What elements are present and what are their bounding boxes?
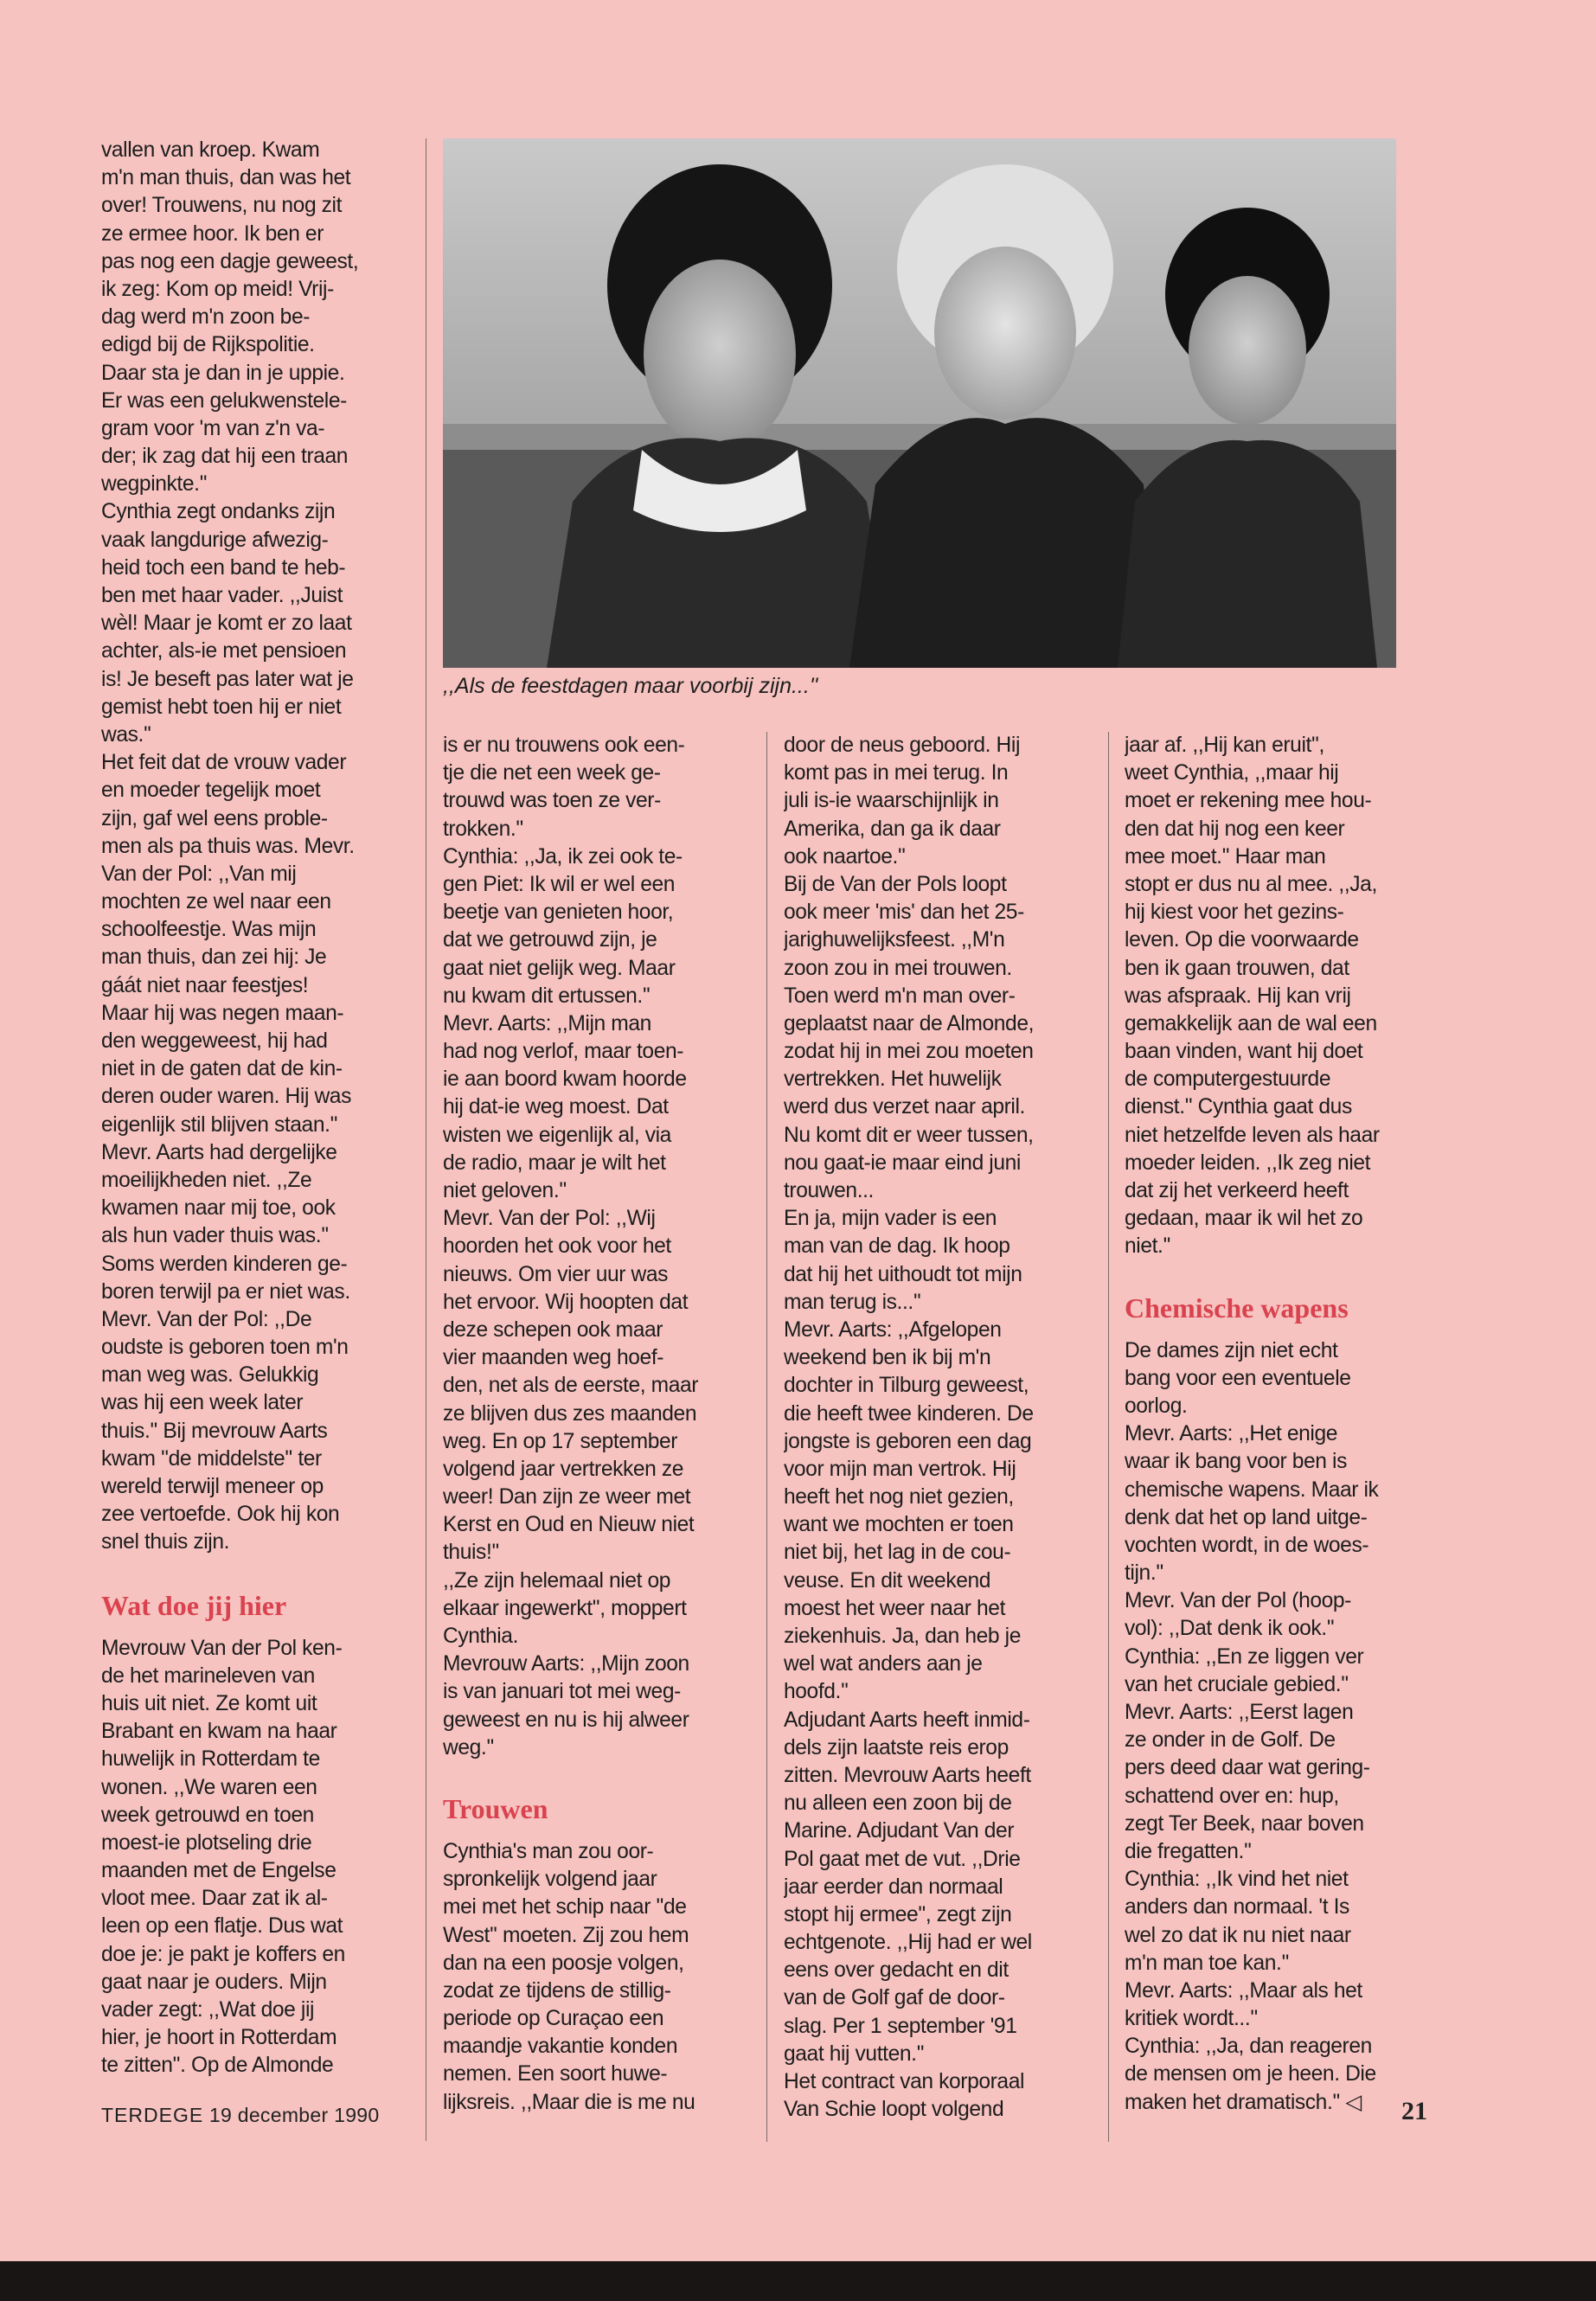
- article-column-4: [1125, 732, 1436, 2117]
- text-line: ik zeg: Kom op meid! Vrij-: [101, 277, 334, 301]
- text-line: snel thuis zijn.: [101, 1530, 230, 1554]
- text-line: Mevr. Aarts: ,,Eerst lagen: [1125, 1701, 1354, 1724]
- text-line: Cynthia's man zou oor-: [443, 1839, 654, 1863]
- text-line: vloot mee. Daar zat ik al-: [101, 1887, 328, 1911]
- column-2-text-block-2: [443, 1838, 754, 2117]
- text-line: vochten wordt, in de woes-: [1125, 1533, 1369, 1557]
- text-line: kwam ''de middelste'' ter: [101, 1446, 322, 1471]
- text-line: ziekenhuis. Ja, dan heb je: [784, 1625, 1021, 1648]
- text-line: zitten. Mevrouw Aarts heeft: [784, 1763, 1031, 1787]
- text-line: voor mijn man vertrok. Hij: [784, 1457, 1016, 1481]
- text-line: trouwen...: [784, 1179, 874, 1202]
- photo-image: [443, 138, 1396, 668]
- text-line: pers deed daar wat gering-: [1125, 1756, 1370, 1780]
- text-line: was hij een week later: [101, 1391, 304, 1415]
- text-line: doe je: je pakt je koffers en: [101, 1942, 345, 1966]
- text-line: schattend over en: hup,: [1125, 1784, 1339, 1808]
- text-line: deren ouder waren. Hij was: [101, 1085, 351, 1109]
- text-line: over! Trouwens, nu nog zit: [101, 194, 343, 218]
- text-line: zegt Ter Beek, naar boven: [1125, 1811, 1364, 1836]
- text-line: man thuis, dan zei hij: Je: [101, 945, 327, 970]
- text-line: kwamen naar mij toe, ook: [101, 1196, 336, 1221]
- text-line: m'n man thuis, dan was het: [101, 166, 351, 190]
- text-line: gaat naar je ouders. Mijn: [101, 1970, 327, 1994]
- column-divider-3: [1108, 732, 1109, 2142]
- text-line: Mevrouw Aarts: ,,Mijn zoon: [443, 1652, 689, 1676]
- text-line: zodat hij in mei zou moeten: [784, 1040, 1034, 1064]
- text-line: van het cruciale gebied.'': [1125, 1672, 1349, 1696]
- text-line: elkaar ingewerkt'', moppert: [443, 1596, 687, 1620]
- text-line: moeilijkheden niet. ,,Ze: [101, 1168, 312, 1192]
- text-line: nu alleen een zoon bij de: [784, 1791, 1012, 1816]
- text-line: hier, je hoort in Rotterdam: [101, 2026, 337, 2050]
- text-line: Toen werd m'n man over-: [784, 984, 1016, 1008]
- text-line: Cynthia: ,,En ze liggen ver: [1125, 1644, 1364, 1669]
- text-line: gen Piet: Ik wil er wel een: [443, 872, 676, 896]
- text-line: hoorden het ook voor het: [443, 1234, 671, 1259]
- text-line: man van de dag. Ik hoop: [784, 1234, 1010, 1259]
- text-line: de mensen om je heen. Die: [1125, 2062, 1376, 2086]
- photo-caption: ,,Als de feestdagen maar voorbij zijn...'': [443, 674, 818, 698]
- text-line: mei met het schip naar ''de: [443, 1895, 687, 1920]
- text-line: dat hij het uithoudt tot mijn: [784, 1262, 1022, 1286]
- text-line: De dames zijn niet echt: [1125, 1338, 1338, 1362]
- text-line: bang voor een eventuele: [1125, 1366, 1351, 1390]
- text-line: gram voor 'm van z'n va-: [101, 416, 325, 440]
- text-line: Mevr. Van der Pol: ,,Wij: [443, 1207, 656, 1231]
- text-line: mee moet.'' Haar man: [1125, 844, 1326, 868]
- text-line: de radio, maar je wilt het: [443, 1150, 666, 1175]
- text-line: kritiek wordt...'': [1125, 2007, 1258, 2031]
- text-line: is er nu trouwens ook een-: [443, 734, 685, 757]
- scan-bottom-border: [0, 2261, 1596, 2301]
- text-line: oorlog.: [1125, 1394, 1188, 1418]
- text-line: wegpinkte.'': [101, 472, 208, 497]
- text-line: Cynthia: ,,Ik vind het niet: [1125, 1868, 1349, 1892]
- text-line: de computergestuurde: [1125, 1067, 1331, 1092]
- text-line: weer! Dan zijn ze weer met: [443, 1485, 691, 1509]
- text-line: men als pa thuis was. Mevr.: [101, 834, 355, 858]
- text-line: spronkelijk volgend jaar: [443, 1868, 657, 1892]
- text-line: vier maanden weg hoef-: [443, 1346, 664, 1370]
- text-line: maanden met de Engelse: [101, 1859, 337, 1883]
- text-line: wel wat anders aan je: [784, 1652, 983, 1676]
- text-line: was.'': [101, 722, 151, 747]
- text-line: van de Golf gaf de door-: [784, 1986, 1005, 2010]
- text-line: Mevrouw Van der Pol ken-: [101, 1636, 343, 1660]
- publication-date: 19 december 1990: [203, 2104, 380, 2126]
- text-line: lijksreis. ,,Maar die is me nu: [443, 2090, 695, 2114]
- text-line: moest-ie plotseling drie: [101, 1830, 312, 1855]
- text-line: en moeder tegelijk moet: [101, 779, 321, 803]
- text-line: dat we getrouwd zijn, je: [443, 928, 657, 952]
- text-line: beetje van genieten hoor,: [443, 901, 674, 925]
- text-line: mochten ze wel naar een: [101, 890, 331, 914]
- text-line: gemakkelijk aan de wal een: [1125, 1011, 1377, 1035]
- text-line: edigd bij de Rijkspolitie.: [101, 333, 315, 357]
- text-line: Brabant en kwam na haar: [101, 1720, 337, 1744]
- text-line: gemist hebt toen hij er niet: [101, 695, 342, 719]
- text-line: moest het weer naar het: [784, 1596, 1006, 1620]
- text-line: thuis!'': [443, 1541, 499, 1565]
- text-line: Amerika, dan ga ik daar: [784, 817, 1001, 841]
- text-line: gáát niet naar feestjes!: [101, 973, 309, 997]
- text-line: ze onder in de Golf. De: [1125, 1728, 1336, 1753]
- subheading-trouwen: Trouwen: [443, 1792, 548, 1824]
- text-line: tijn.'': [1125, 1561, 1163, 1586]
- text-line: gaat niet gelijk weg. Maar: [443, 956, 676, 980]
- text-line: ook meer 'mis' dan het 25-: [784, 901, 1024, 925]
- text-line: niet bij, het lag in de cou-: [784, 1541, 1011, 1565]
- text-line: huis uit niet. Ze komt uit: [101, 1691, 317, 1715]
- text-line: nou gaat-ie maar eind juni: [784, 1150, 1021, 1175]
- text-line: gedaan, maar ik wil het zo: [1125, 1207, 1363, 1231]
- column-divider-2: [766, 732, 767, 2142]
- text-line: Cynthia.: [443, 1625, 519, 1648]
- text-line: weg.'': [443, 1735, 494, 1759]
- text-line: ze ermee hoor. Ik ben er: [101, 221, 324, 246]
- text-line: vader zegt: ,,Wat doe jij: [101, 1998, 315, 2022]
- text-line: deze schepen ook maar: [443, 1317, 663, 1342]
- text-line: dat zij het verkeerd heeft: [1125, 1179, 1349, 1202]
- text-line: jaar af. ,,Hij kan eruit'',: [1125, 734, 1324, 757]
- text-line: Nu komt dit er weer tussen,: [784, 1123, 1034, 1147]
- text-line: gaat hij vutten.'': [784, 2041, 925, 2066]
- text-line: niet hetzelfde leven als haar: [1125, 1123, 1380, 1147]
- text-line: hoofd.'': [784, 1680, 849, 1704]
- text-line: Het feit dat de vrouw vader: [101, 751, 347, 775]
- text-line: nu kwam dit ertussen.'': [443, 984, 651, 1008]
- text-line: dels zijn laatste reis erop: [784, 1735, 1009, 1759]
- column-3-text-block-1: [784, 732, 1100, 2124]
- text-line: weekend ben ik bij m'n: [784, 1346, 991, 1370]
- text-line: maken het dramatisch.'' ◁: [1125, 2090, 1362, 2114]
- text-line: Bij de Van der Pols loopt: [784, 872, 1007, 896]
- text-line: echtgenote. ,,Hij had er wel: [784, 1931, 1032, 1955]
- text-line: Het contract van korporaal: [784, 2070, 1025, 2093]
- footer-publication-info: [101, 2104, 379, 2127]
- text-line: maandje vakantie konden: [443, 2035, 678, 2059]
- text-line: zee vertoefde. Ook hij kon: [101, 1503, 340, 1527]
- text-line: juli is-ie waarschijnlijk in: [784, 789, 999, 813]
- publication-name: TERDEGE: [101, 2104, 204, 2126]
- text-line: wereld terwijl meneer op: [101, 1475, 324, 1498]
- text-line: vallen van kroep. Kwam: [101, 138, 320, 162]
- text-line: leen op een flatje. Dus wat: [101, 1914, 343, 1939]
- text-line: En ja, mijn vader is een: [784, 1207, 997, 1231]
- text-line: Mevr. Aarts: ,,Het enige: [1125, 1422, 1338, 1446]
- text-line: het ervoor. Wij hoopten dat: [443, 1290, 689, 1314]
- text-line: niet geloven.'': [443, 1179, 567, 1202]
- text-line: Mevr. Aarts: ,,Afgelopen: [784, 1317, 1002, 1342]
- subheading-wat-doe-jij-hier: Wat doe jij hier: [101, 1589, 287, 1621]
- text-line: thuis.'' Bij mevrouw Aarts: [101, 1419, 328, 1443]
- text-line: man weg was. Gelukkig: [101, 1363, 319, 1388]
- text-line: komt pas in mei terug. In: [784, 761, 1009, 785]
- text-line: trouwd was toen ze ver-: [443, 789, 661, 813]
- text-line: Er was een gelukwenstele-: [101, 388, 347, 413]
- text-line: de het marineleven van: [101, 1663, 315, 1688]
- text-line: Cynthia: ,,Ja, dan reageren: [1125, 2035, 1372, 2059]
- text-line: trokken.'': [443, 817, 523, 841]
- text-line: als hun vader thuis was.'': [101, 1224, 329, 1248]
- text-line: den, net als de eerste, maar: [443, 1374, 699, 1398]
- text-line: volgend jaar vertrekken ze: [443, 1457, 684, 1481]
- text-line: der; ik zag dat hij een traan: [101, 445, 349, 469]
- text-line: ben ik gaan trouwen, dat: [1125, 956, 1349, 980]
- text-line: leven. Op die voorwaarde: [1125, 928, 1359, 952]
- text-line: anders dan normaal. 't Is: [1125, 1895, 1349, 1920]
- text-line: want we mochten er toen: [784, 1513, 1014, 1537]
- text-line: eigenlijk stil blijven staan.'': [101, 1112, 338, 1137]
- text-line: ie aan boord kwam hoorde: [443, 1067, 687, 1092]
- text-line: Soms werden kinderen ge-: [101, 1252, 348, 1276]
- text-line: zodat ze tijdens de stillig-: [443, 1978, 671, 2003]
- text-line: wel zo dat ik nu niet naar: [1125, 1923, 1351, 1947]
- text-line: waar ik bang voor ben is: [1125, 1450, 1347, 1474]
- text-line: chemische wapens. Maar ik: [1125, 1477, 1379, 1502]
- text-line: dan na een poosje volgen,: [443, 1951, 684, 1975]
- text-line: is van januari tot mei weg-: [443, 1680, 681, 1704]
- text-line: ben met haar vader. ,,Juist: [101, 584, 343, 607]
- text-line: Mevr. Aarts: ,,Maar als het: [1125, 1978, 1362, 2003]
- text-line: had nog verlof, maar toen-: [443, 1040, 684, 1064]
- text-line: stopt er dus nu al mee. ,,Ja,: [1125, 872, 1377, 896]
- text-line: heid toch een band te heb-: [101, 555, 346, 580]
- photo-three-women: [443, 138, 1396, 668]
- text-line: stopt hij ermee'', zegt zijn: [784, 1902, 1012, 1926]
- text-line: boren terwijl pa er niet was.: [101, 1279, 350, 1304]
- text-line: den weggeweest, hij had: [101, 1029, 328, 1053]
- text-line: baan vinden, want hij doet: [1125, 1040, 1363, 1064]
- text-line: jaar eerder dan normaal: [784, 1875, 1003, 1899]
- text-line: Mevr. Aarts had dergelijke: [101, 1140, 337, 1164]
- column-4-text-block-2: [1125, 1337, 1436, 2117]
- column-1-text-block-1: [101, 137, 406, 1557]
- article-column-1: [101, 137, 406, 2080]
- text-line: was afspraak. Hij kan vrij: [1125, 984, 1351, 1008]
- text-line: nemen. Een soort huwe-: [443, 2062, 668, 2086]
- text-line: moet er rekening mee hou-: [1125, 789, 1372, 813]
- text-line: wèl! Maar je komt er zo laat: [101, 612, 352, 636]
- text-line: Pol gaat met de vut. ,,Drie: [784, 1847, 1021, 1871]
- text-line: jongste is geboren een dag: [784, 1429, 1032, 1453]
- text-line: geweest en nu is hij alweer: [443, 1708, 689, 1732]
- text-line: Mevr. Aarts: ,,Mijn man: [443, 1011, 651, 1035]
- text-line: Mevr. Van der Pol (hoop-: [1125, 1589, 1351, 1613]
- text-line: pas nog een dagje geweest,: [101, 249, 359, 273]
- text-line: huwelijk in Rotterdam te: [101, 1747, 320, 1772]
- text-line: man terug is...'': [784, 1290, 921, 1314]
- text-line: Van der Pol: ,,Van mij: [101, 862, 297, 886]
- text-line: dochter in Tilburg geweest,: [784, 1374, 1029, 1398]
- text-line: denk dat het op land uitge-: [1125, 1505, 1368, 1529]
- text-line: achter, als-ie met pensioen: [101, 639, 347, 663]
- text-line: ,,Ze zijn helemaal niet op: [443, 1568, 671, 1593]
- text-line: slag. Per 1 september '91: [784, 2014, 1017, 2038]
- text-line: hij dat-ie weg moest. Dat: [443, 1095, 669, 1119]
- text-line: wonen. ,,We waren een: [101, 1775, 317, 1799]
- text-line: vol): ,,Dat denk ik ook.'': [1125, 1617, 1335, 1641]
- text-line: weg. En op 17 september: [443, 1429, 678, 1453]
- text-line: niet in de gaten dat de kin-: [101, 1057, 343, 1081]
- text-line: Mevr. Van der Pol: ,,De: [101, 1307, 312, 1331]
- text-line: wisten we eigenlijk al, via: [443, 1123, 671, 1147]
- text-line: ze blijven dus zes maanden: [443, 1401, 697, 1426]
- text-line: door de neus geboord. Hij: [784, 734, 1021, 757]
- subheading-chemische-wapens: Chemische wapens: [1125, 1292, 1349, 1324]
- text-line: Daar sta je dan in je uppie.: [101, 361, 345, 385]
- text-line: zijn, gaf wel eens proble-: [101, 806, 328, 830]
- text-line: Cynthia zegt ondanks zijn: [101, 500, 336, 524]
- text-line: Marine. Adjudant Van der: [784, 1819, 1015, 1843]
- column-4-text-block-1: [1125, 732, 1436, 1261]
- page-number: 21: [1401, 2097, 1427, 2125]
- text-line: heeft het nog niet gezien,: [784, 1485, 1014, 1509]
- text-line: moeder leiden. ,,Ik zeg niet: [1125, 1150, 1371, 1175]
- text-line: die fregatten.'': [1125, 1839, 1252, 1863]
- text-line: nieuws. Om vier uur was: [443, 1262, 669, 1286]
- text-line: te zitten''. Op de Almonde: [101, 2054, 334, 2078]
- text-line: Adjudant Aarts heeft inmid-: [784, 1708, 1030, 1732]
- text-line: weet Cynthia, ,,maar hij: [1125, 761, 1339, 785]
- text-line: Cynthia: ,,Ja, ik zei ook te-: [443, 844, 683, 868]
- text-line: is! Je beseft pas later wat je: [101, 667, 354, 691]
- text-line: vertrekken. Het huwelijk: [784, 1067, 1002, 1092]
- text-line: dag werd m'n zoon be-: [101, 305, 311, 330]
- text-line: West'' moeten. Zij zou hem: [443, 1923, 689, 1947]
- text-line: Kerst en Oud en Nieuw niet: [443, 1513, 695, 1537]
- text-line: Maar hij was negen maan-: [101, 1001, 344, 1025]
- text-line: eens over gedacht en dit: [784, 1958, 1009, 1983]
- text-line: ook naartoe.'': [784, 844, 906, 868]
- text-line: die heeft twee kinderen. De: [784, 1401, 1034, 1426]
- column-2-text-block-1: [443, 732, 754, 1762]
- text-line: den dat hij nog een keer: [1125, 817, 1345, 841]
- text-line: Van Schie loopt volgend: [784, 2098, 1004, 2122]
- column-1-text-block-2: [101, 1635, 406, 2080]
- text-line: werd dus verzet naar april.: [784, 1095, 1025, 1119]
- text-line: hij kiest voor het gezins-: [1125, 901, 1344, 925]
- text-line: m'n man toe kan.'': [1125, 1951, 1290, 1975]
- article-column-2: [443, 732, 754, 2117]
- text-line: dienst.'' Cynthia gaat dus: [1125, 1095, 1352, 1119]
- text-line: vaak langdurige afwezig-: [101, 528, 329, 552]
- text-line: geplaatst naar de Almonde,: [784, 1011, 1035, 1035]
- text-line: niet.'': [1125, 1234, 1171, 1259]
- text-line: zoon zou in mei trouwen.: [784, 956, 1012, 980]
- text-line: jarighuwelijksfeest. ,,M'n: [784, 928, 1005, 952]
- text-line: veuse. En dit weekend: [784, 1568, 991, 1593]
- text-line: week getrouwd en toen: [101, 1803, 314, 1827]
- text-line: tje die net een week ge-: [443, 761, 661, 785]
- text-line: schoolfeestje. Was mijn: [101, 918, 317, 942]
- text-line: oudste is geboren toen m'n: [101, 1336, 349, 1360]
- text-line: periode op Curaçao een: [443, 2007, 664, 2031]
- article-column-3: [784, 732, 1100, 2124]
